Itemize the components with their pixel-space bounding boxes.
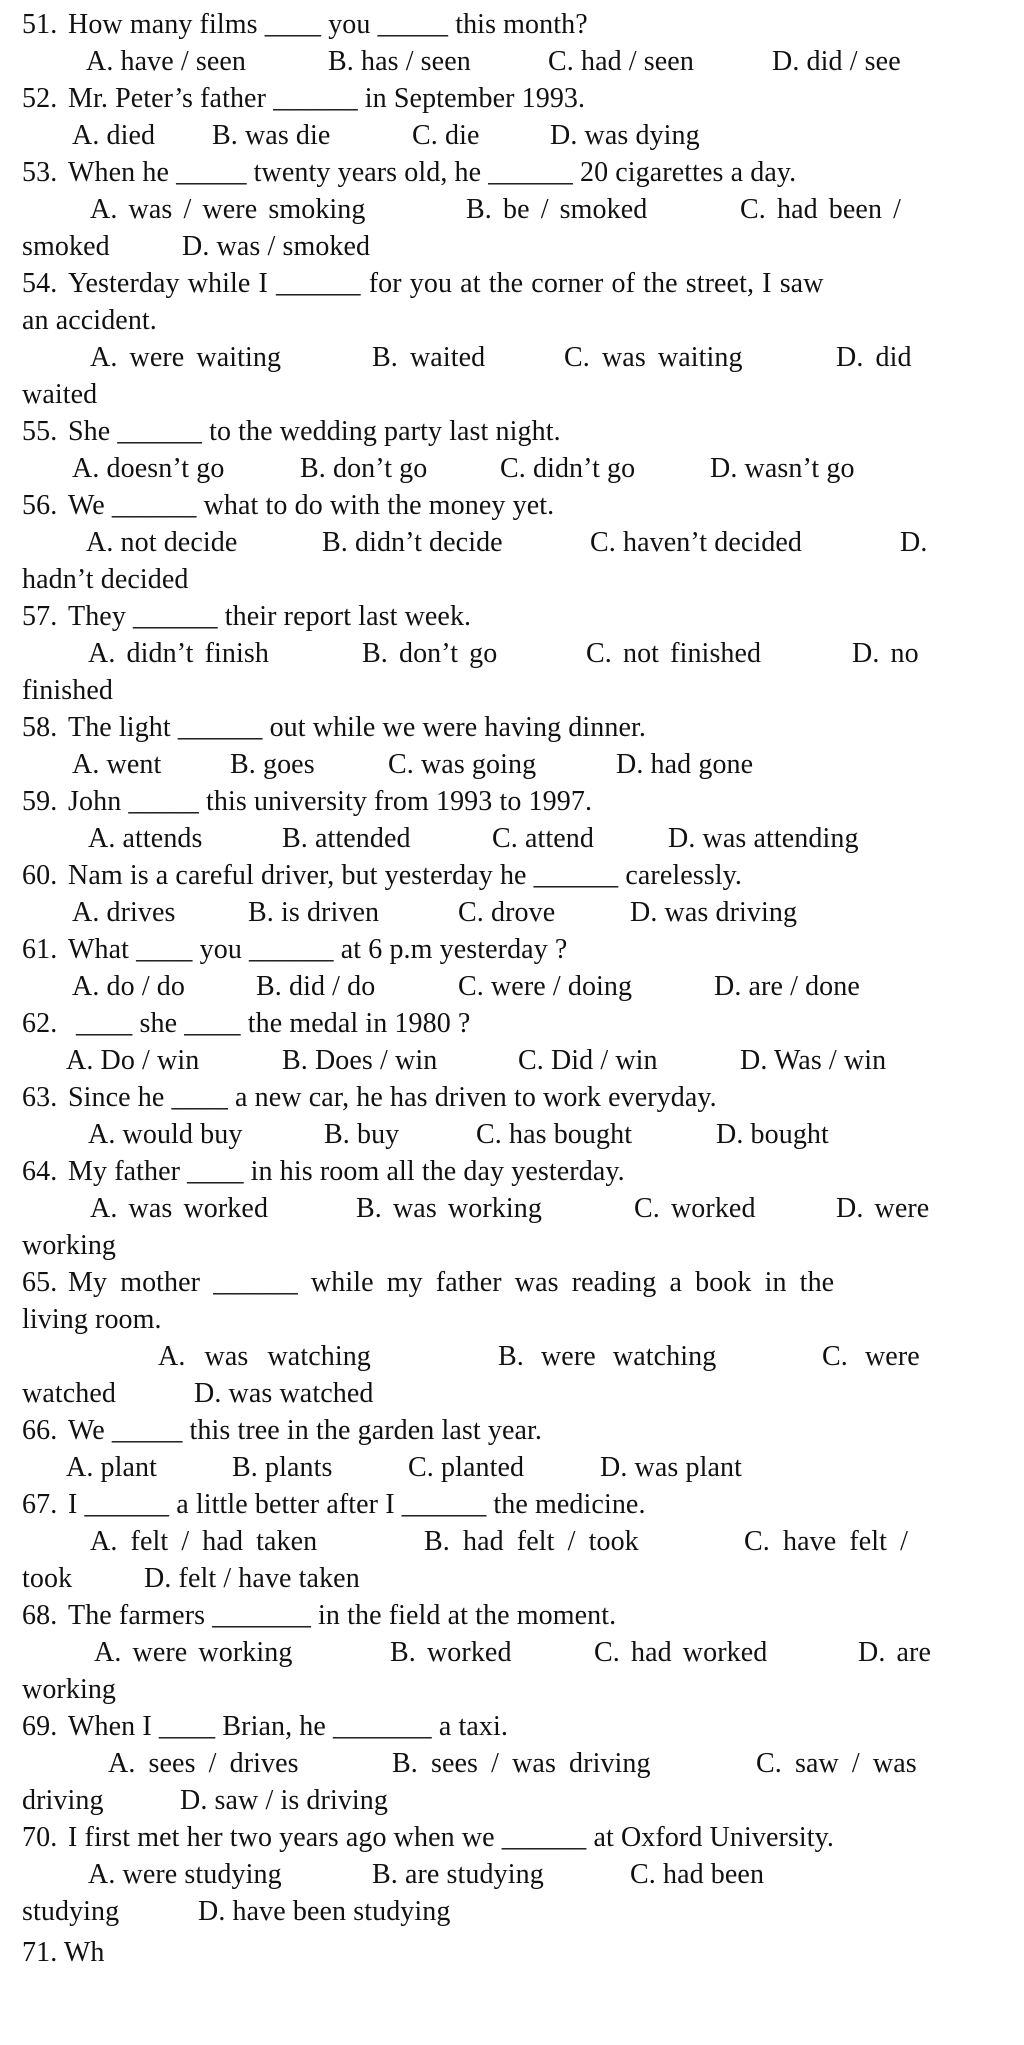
option-b: B. are studying [372,1859,544,1890]
question-number: 59. [22,786,58,817]
option-a: A. died [72,120,156,151]
option-d: D. bought [716,1119,829,1150]
question-68 [0,1597,1024,1634]
option-b: B. goes [230,749,315,780]
option-b: B. waited [372,342,486,373]
question-stem: The light ______ out while we were having dinner. [68,712,646,743]
option-d: D. did [836,342,912,373]
option-c: C. were / doing [458,971,633,1002]
options-68-wrap [0,1671,1024,1708]
option-a: A. plant [66,1452,158,1483]
option-a: A. was / were smoking [90,194,366,225]
options-65 [0,1338,1024,1375]
question-number: 62. [22,1008,58,1039]
question-stem: My mother ______ while my father was reading a book in the [68,1267,835,1298]
option-a: A. were working [94,1637,293,1668]
cut-off-text: 71. Wh [22,1937,105,1968]
option-c: C. was waiting [564,342,743,373]
question-51 [0,6,1024,43]
options-59 [0,820,1024,857]
option-b: B. has / seen [328,46,471,77]
option-a: A. went [72,749,162,780]
question-stem: ____ she ____ the medal in 1980 ? [76,1008,471,1039]
option-d-continued: working [22,1230,117,1261]
options-57-wrap [0,672,1024,709]
options-60 [0,894,1024,931]
option-c: C. didn’t go [500,453,636,484]
question-number: 66. [22,1415,58,1446]
option-b: B. was working [356,1193,542,1224]
question-stem-continued: living room. [22,1304,162,1335]
question-number: 54. [22,268,58,299]
question-67 [0,1486,1024,1523]
option-b: B. had felt / took [424,1526,639,1557]
options-69 [0,1745,1024,1782]
question-53 [0,154,1024,191]
options-52 [0,117,1024,154]
option-c: C. haven’t decided [590,527,802,558]
question-56 [0,487,1024,524]
option-c-continued: took [22,1563,73,1594]
option-c: C. were [822,1341,920,1372]
question-64 [0,1153,1024,1190]
options-70-wrap [0,1893,1024,1930]
option-a: A. drives [72,897,176,928]
question-63 [0,1079,1024,1116]
question-number: 69. [22,1711,58,1742]
option-c: C. die [412,120,480,151]
option-a: A. was watching [158,1341,371,1372]
question-59 [0,783,1024,820]
question-stem: How many films ____ you _____ this month? [68,9,588,40]
question-stem: Mr. Peter’s father ______ in September 1993. [68,83,586,114]
option-d: D. are [858,1637,932,1668]
question-number: 67. [22,1489,58,1520]
option-d: D. saw / is driving [180,1785,389,1816]
question-stem: What ____ you ______ at 6 p.m yesterday ? [68,934,568,965]
option-b: B. don’t go [300,453,428,484]
option-c: C. planted [408,1452,525,1483]
option-c-continued: watched [22,1378,116,1409]
question-55 [0,413,1024,450]
option-c: C. had worked [594,1637,768,1668]
option-d: D. had gone [616,749,754,780]
question-number: 57. [22,601,58,632]
option-a: A. Do / win [66,1045,200,1076]
option-c: C. saw / was [756,1748,917,1779]
option-c: C. was going [388,749,537,780]
question-number: 51. [22,9,58,40]
options-54 [0,339,1024,376]
question-number: 63. [22,1082,58,1113]
question-stem: My father ____ in his room all the day yesterday. [68,1156,625,1187]
option-b: B. worked [390,1637,512,1668]
options-51 [0,43,1024,80]
options-65-wrap [0,1375,1024,1412]
question-stem-continued: an accident. [22,305,157,336]
option-d: D. wasn’t go [710,453,855,484]
question-number: 64. [22,1156,58,1187]
option-d: D. no [852,638,919,669]
option-c: C. Did / win [518,1045,658,1076]
option-c-continued: studying [22,1896,120,1927]
options-62 [0,1042,1024,1079]
question-stem: The farmers _______ in the field at the moment. [68,1600,617,1631]
question-60 [0,857,1024,894]
option-b: B. didn’t decide [322,527,503,558]
question-69 [0,1708,1024,1745]
question-stem: We ______ what to do with the money yet. [68,490,555,521]
option-a: A. felt / had taken [90,1526,318,1557]
option-c: C. have felt / [744,1526,909,1557]
option-b: B. is driven [248,897,380,928]
question-number: 70. [22,1822,58,1853]
option-b: B. did / do [256,971,376,1002]
question-number: 58. [22,712,58,743]
option-d: D. [900,527,928,558]
question-70 [0,1819,1024,1856]
option-a: A. do / do [72,971,185,1002]
question-54 [0,265,1024,302]
option-a: A. would buy [88,1119,243,1150]
option-d: D. Was / win [740,1045,887,1076]
question-stem: John _____ this university from 1993 to 1997. [68,786,593,817]
option-c: C. had been [630,1859,765,1890]
options-70 [0,1856,1024,1893]
question-stem: I first met her two years ago when we ______ at Oxford University. [68,1822,835,1853]
question-number: 68. [22,1600,58,1631]
question-stem: She ______ to the wedding party last night. [68,416,561,447]
option-b: B. plants [232,1452,333,1483]
options-67-wrap [0,1560,1024,1597]
option-c: C. not finished [586,638,762,669]
option-d: D. did / see [772,46,901,77]
option-d-continued: waited [22,379,98,410]
option-a: A. was worked [90,1193,269,1224]
option-b: B. attended [282,823,411,854]
option-d: D. was watched [194,1378,374,1409]
option-a: A. were studying [88,1859,282,1890]
option-d: D. have been studying [198,1896,451,1927]
question-stem: They ______ their report last week. [68,601,472,632]
question-stem: Nam is a careful driver, but yesterday he ______ carelessly. [68,860,743,891]
option-d: D. was driving [630,897,798,928]
question-number: 61. [22,934,58,965]
option-d: D. was plant [600,1452,742,1483]
question-stem: Since he ____ a new car, he has driven to work everyday. [68,1082,717,1113]
options-54-wrap [0,376,1024,413]
option-a: A. were waiting [90,342,282,373]
option-b: B. be / smoked [466,194,648,225]
option-a: A. didn’t finish [88,638,269,669]
question-65 [0,1264,1024,1301]
question-61 [0,931,1024,968]
question-58 [0,709,1024,746]
options-53-wrap [0,228,1024,265]
options-61 [0,968,1024,1005]
option-d: D. are / done [714,971,860,1002]
option-c-continued: smoked [22,231,110,262]
options-68 [0,1634,1024,1671]
question-number: 55. [22,416,58,447]
question-number: 52. [22,83,58,114]
option-d: D. was / smoked [182,231,371,262]
option-c: C. had been / [740,194,902,225]
option-b: B. Does / win [282,1045,438,1076]
options-57 [0,635,1024,672]
options-66 [0,1449,1024,1486]
option-a: A. attends [88,823,203,854]
option-a: A. have / seen [86,46,247,77]
options-63 [0,1116,1024,1153]
option-c: C. drove [458,897,556,928]
question-stem: Yesterday while I ______ for you at the corner of the street, I saw [68,268,824,299]
option-a: A. sees / drives [108,1748,299,1779]
options-69-wrap [0,1782,1024,1819]
option-b: B. buy [324,1119,400,1150]
option-d-continued: hadn’t decided [22,564,189,595]
question-66 [0,1412,1024,1449]
question-54-wrap [0,302,1024,339]
options-58 [0,746,1024,783]
option-d: D. felt / have taken [144,1563,360,1594]
option-d: D. was dying [550,120,700,151]
option-d: D. were [836,1193,930,1224]
options-64 [0,1190,1024,1227]
option-c: C. has bought [476,1119,633,1150]
question-stem: I ______ a little better after I ______ the medicine. [68,1489,646,1520]
options-55 [0,450,1024,487]
options-53 [0,191,1024,228]
cut-off-next-question [0,1934,1024,1968]
question-52 [0,80,1024,117]
options-67 [0,1523,1024,1560]
question-62 [0,1005,1024,1042]
option-d: D. was attending [668,823,859,854]
question-stem: When he _____ twenty years old, he ______ 20 cigarettes a day. [68,157,797,188]
option-b: B. sees / was driving [392,1748,651,1779]
option-c-continued: driving [22,1785,104,1816]
question-stem: When I ____ Brian, he _______ a taxi. [68,1711,508,1742]
question-number: 53. [22,157,58,188]
option-a: A. doesn’t go [72,453,225,484]
option-d-continued: finished [22,675,114,706]
option-b: B. were watching [498,1341,717,1372]
question-number: 56. [22,490,58,521]
options-56-wrap [0,561,1024,598]
option-b: B. was die [212,120,331,151]
option-c: C. attend [492,823,594,854]
options-56 [0,524,1024,561]
options-64-wrap [0,1227,1024,1264]
option-b: B. don’t go [362,638,498,669]
question-stem: We _____ this tree in the garden last year. [68,1415,543,1446]
option-d-continued: working [22,1674,117,1705]
option-c: C. worked [634,1193,756,1224]
option-a: A. not decide [86,527,238,558]
option-c: C. had / seen [548,46,694,77]
question-number: 60. [22,860,58,891]
question-number: 65. [22,1267,58,1298]
question-65-wrap [0,1301,1024,1338]
question-57 [0,598,1024,635]
